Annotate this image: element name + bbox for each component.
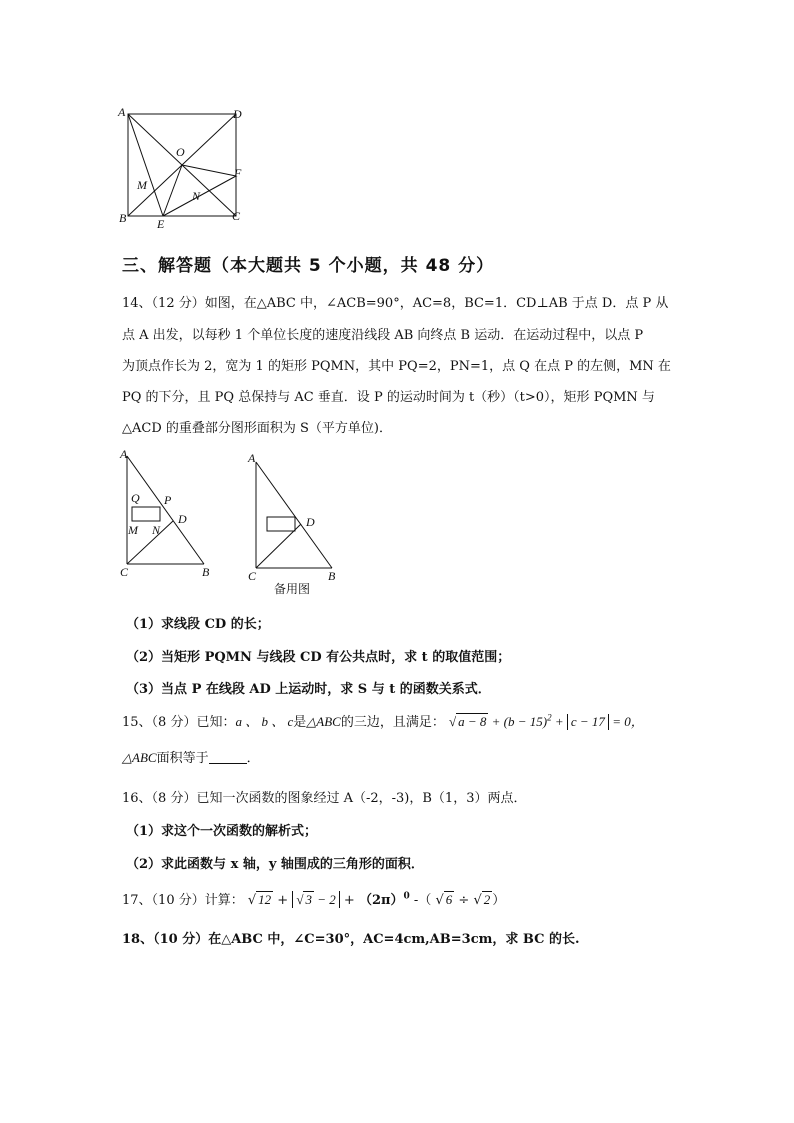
answer-blank: [209, 751, 247, 764]
label-N: N: [192, 189, 201, 203]
q17-prefix: 17、（10 分）计算：: [122, 893, 244, 908]
sqrt-sign: √: [296, 892, 304, 907]
label-C: C: [120, 565, 129, 579]
q18-line: 18、（10 分）在△ABC 中，∠C=30°，AC=4cm,AB=3cm，求 BC 的长.: [122, 932, 580, 947]
q14-line-1: 14、（12 分）如图，在△ABC 中，∠ACB=90°，AC=8，BC=1．CD⊥AB 于点 D．点 P 从: [122, 296, 669, 311]
q17-div: ÷: [454, 893, 474, 908]
q15-end: ．: [246, 751, 260, 766]
q16-sub-1: （1）求这个一次函数的解析式；: [126, 824, 318, 839]
q16-sub-2: （2）求此函数与 x 轴，y 轴围成的三角形的面积．: [126, 857, 424, 872]
q17-minus: -（: [413, 893, 432, 908]
q14-line-2: 点 A 出发，以每秒 1 个单位长度的速度沿线段 AB 向终点 B 运动．在运动过程中，以点 P: [122, 328, 644, 343]
q17-sqrt-3: 3: [305, 892, 312, 907]
triangle-figure-backup: [240, 446, 350, 581]
label-C: C: [248, 569, 257, 581]
label-M: M: [137, 178, 147, 192]
q17-sqrt-2: 2: [483, 892, 491, 907]
q16-line: 16、（8 分）已知一次函数的图象经过 A（-2，-3)，B（1，3）两点．: [122, 791, 527, 806]
label-N: N: [152, 523, 161, 537]
q15-formula: [449, 714, 644, 729]
sqrt-sign: √: [435, 893, 444, 908]
q17-sqrt-6: 6: [445, 892, 453, 907]
q17-plus: +: [277, 893, 289, 908]
q17-close: ）: [492, 893, 506, 908]
sqrt-sign: √: [448, 714, 457, 729]
sqrt-sign: √: [473, 893, 482, 908]
q14-sub-3: （3）当点 P 在线段 AD 上运动时，求 S 与 t 的函数关系式．: [126, 682, 491, 697]
label-E: E: [157, 217, 165, 229]
label-P: P: [164, 493, 172, 507]
q14-sub-1: （1）求线段 CD 的长；: [126, 617, 270, 632]
q15-paren: (b − 15): [503, 714, 548, 729]
q15-plus-1: +: [491, 714, 501, 729]
label-D: D: [233, 107, 242, 121]
q15-middle: 是: [293, 715, 307, 730]
section-title: 三、解答题（本大题共 5 个小题，共 48 分）: [122, 256, 495, 276]
q15-sqrt-arg: a − 8: [458, 714, 487, 729]
label-C: C: [232, 209, 241, 223]
label-B: B: [119, 211, 127, 225]
q15-triangle-2: △ABC: [122, 750, 157, 765]
label-F: F: [234, 166, 242, 180]
q17-abs: [292, 891, 339, 908]
q15-triangle: △ABC: [306, 714, 341, 729]
q17-sqrt-12: 12: [258, 892, 272, 907]
square-figure: [115, 104, 250, 229]
label-A: A: [248, 451, 256, 465]
q14-sub-2: （2）当矩形 PQMN 与线段 CD 有公共点时，求 t 的取值范围；: [126, 650, 511, 665]
label-B: B: [202, 565, 210, 579]
q15-suffix: 的三边，且满足：: [340, 715, 445, 730]
q17-abs-tail: − 2: [313, 892, 336, 907]
label-M: M: [128, 523, 138, 537]
q14-line-3: 为顶点作长为 2，宽为 1 的矩形 PQMN，其中 PQ=2，PN=1，点 Q 在点 P 的左侧，MN 在: [122, 359, 671, 374]
backup-figure-caption: 备用图: [274, 582, 311, 596]
triangle-figure-main: [112, 446, 217, 581]
q15-equals: = 0: [612, 714, 631, 729]
q15-line-1: [122, 711, 644, 730]
label-A: A: [120, 447, 128, 461]
label-D: D: [306, 515, 315, 529]
sqrt-sign: √: [247, 893, 257, 908]
q15-plus-2: +: [554, 714, 564, 729]
q15-exponent: 2: [547, 712, 552, 723]
q15-tail: ，: [630, 714, 644, 729]
q17-line: [122, 889, 505, 908]
q17-pi-part: （2π）: [358, 893, 404, 908]
label-O: O: [176, 145, 185, 159]
q15-line-2: [122, 747, 260, 766]
q15-vars: a 、 b 、 c: [235, 714, 294, 729]
q15-area-text: 面积等于: [156, 751, 209, 766]
label-A: A: [118, 105, 126, 119]
label-D: D: [178, 512, 187, 526]
q17-plus-2: +: [343, 893, 355, 908]
label-Q: Q: [131, 491, 140, 505]
q15-abs: c − 17: [567, 714, 609, 730]
q15-prefix: 15、（8 分）已知：: [122, 715, 236, 730]
q14-line-5: △ACD 的重叠部分图形面积为 S（平方单位)．: [122, 421, 392, 436]
label-B: B: [328, 569, 336, 581]
q14-line-4: PQ 的下分，且 PQ 总保持与 AC 垂直．设 P 的运动时间为 t（秒）（t>0），矩形 PQMN 与: [122, 390, 655, 405]
q17-exp-zero: 0: [403, 891, 410, 902]
